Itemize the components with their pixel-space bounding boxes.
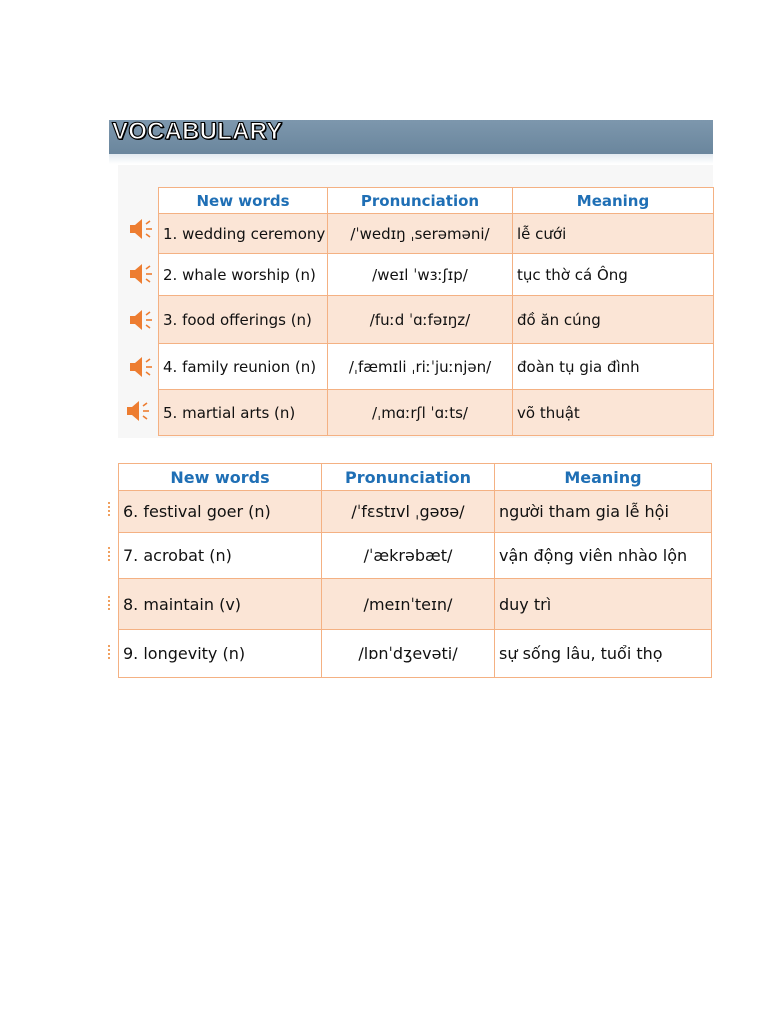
speaker-icon[interactable] (108, 547, 112, 561)
speaker-icon[interactable] (127, 261, 155, 287)
table-row (119, 630, 712, 678)
pronunciation-cell: /ˈfɛstɪvl ˌgəʊə/ (322, 491, 495, 533)
word-cell: 9. longevity (n) (119, 630, 322, 678)
speaker-icon[interactable] (127, 354, 155, 380)
table-row (159, 254, 714, 296)
meaning-cell: vận động viên nhào lộn (495, 533, 712, 579)
word-cell: 5. martial arts (n) (159, 390, 328, 436)
header-meaning: Meaning (495, 464, 712, 491)
pronunciation-cell: /lɒnˈdʒevəti/ (322, 630, 495, 678)
word-cell: 8. maintain (v) (119, 579, 322, 630)
speaker-icon[interactable] (124, 398, 152, 424)
header-new-words: New words (159, 188, 328, 214)
pronunciation-cell: /weɪl ˈwɜːʃɪp/ (328, 254, 513, 296)
pronunciation-cell: /fuːd ˈɑːfəɪŋz/ (328, 296, 513, 344)
header-new-words: New words (119, 464, 322, 491)
header-pronunciation: Pronunciation (322, 464, 495, 491)
meaning-cell: tục thờ cá Ông (513, 254, 714, 296)
table-row (119, 491, 712, 533)
pronunciation-cell: /ˌfæmɪli ˌriːˈjuːnjən/ (328, 344, 513, 390)
header-meaning: Meaning (513, 188, 714, 214)
vocabulary-table-1 (158, 187, 714, 436)
speaker-icon[interactable] (108, 645, 112, 659)
speaker-icon[interactable] (108, 596, 112, 610)
pronunciation-cell: /ˈækrəbæt/ (322, 533, 495, 579)
pronunciation-cell: /ˌmɑːrʃl ˈɑːts/ (328, 390, 513, 436)
page-title: VOCABULARY (112, 118, 283, 145)
meaning-cell: đoàn tụ gia đình (513, 344, 714, 390)
pronunciation-cell: /meɪnˈteɪn/ (322, 579, 495, 630)
word-cell: 3. food offerings (n) (159, 296, 328, 344)
table-row (119, 579, 712, 630)
table-row (159, 344, 714, 390)
meaning-cell: võ thuật (513, 390, 714, 436)
word-cell: 6. festival goer (n) (119, 491, 322, 533)
table-row (159, 390, 714, 436)
table-header-row (159, 188, 714, 214)
word-cell: 1. wedding ceremony (159, 214, 328, 254)
meaning-cell: người tham gia lễ hội (495, 491, 712, 533)
header-pronunciation: Pronunciation (328, 188, 513, 214)
word-cell: 2. whale worship (n) (159, 254, 328, 296)
word-cell: 7. acrobat (n) (119, 533, 322, 579)
meaning-cell: lễ cưới (513, 214, 714, 254)
word-cell: 4. family reunion (n) (159, 344, 328, 390)
table-header-row (119, 464, 712, 491)
title-banner-fade (109, 154, 713, 164)
speaker-icon[interactable] (108, 502, 112, 516)
meaning-cell: đồ ăn cúng (513, 296, 714, 344)
vocabulary-table-2 (118, 463, 712, 678)
pronunciation-cell: /ˈwedɪŋ ˌserəməni/ (328, 214, 513, 254)
speaker-icon[interactable] (127, 216, 155, 242)
meaning-cell: sự sống lâu, tuổi thọ (495, 630, 712, 678)
meaning-cell: duy trì (495, 579, 712, 630)
table-row (119, 533, 712, 579)
table-row (159, 214, 714, 254)
table-row (159, 296, 714, 344)
speaker-icon[interactable] (127, 307, 155, 333)
